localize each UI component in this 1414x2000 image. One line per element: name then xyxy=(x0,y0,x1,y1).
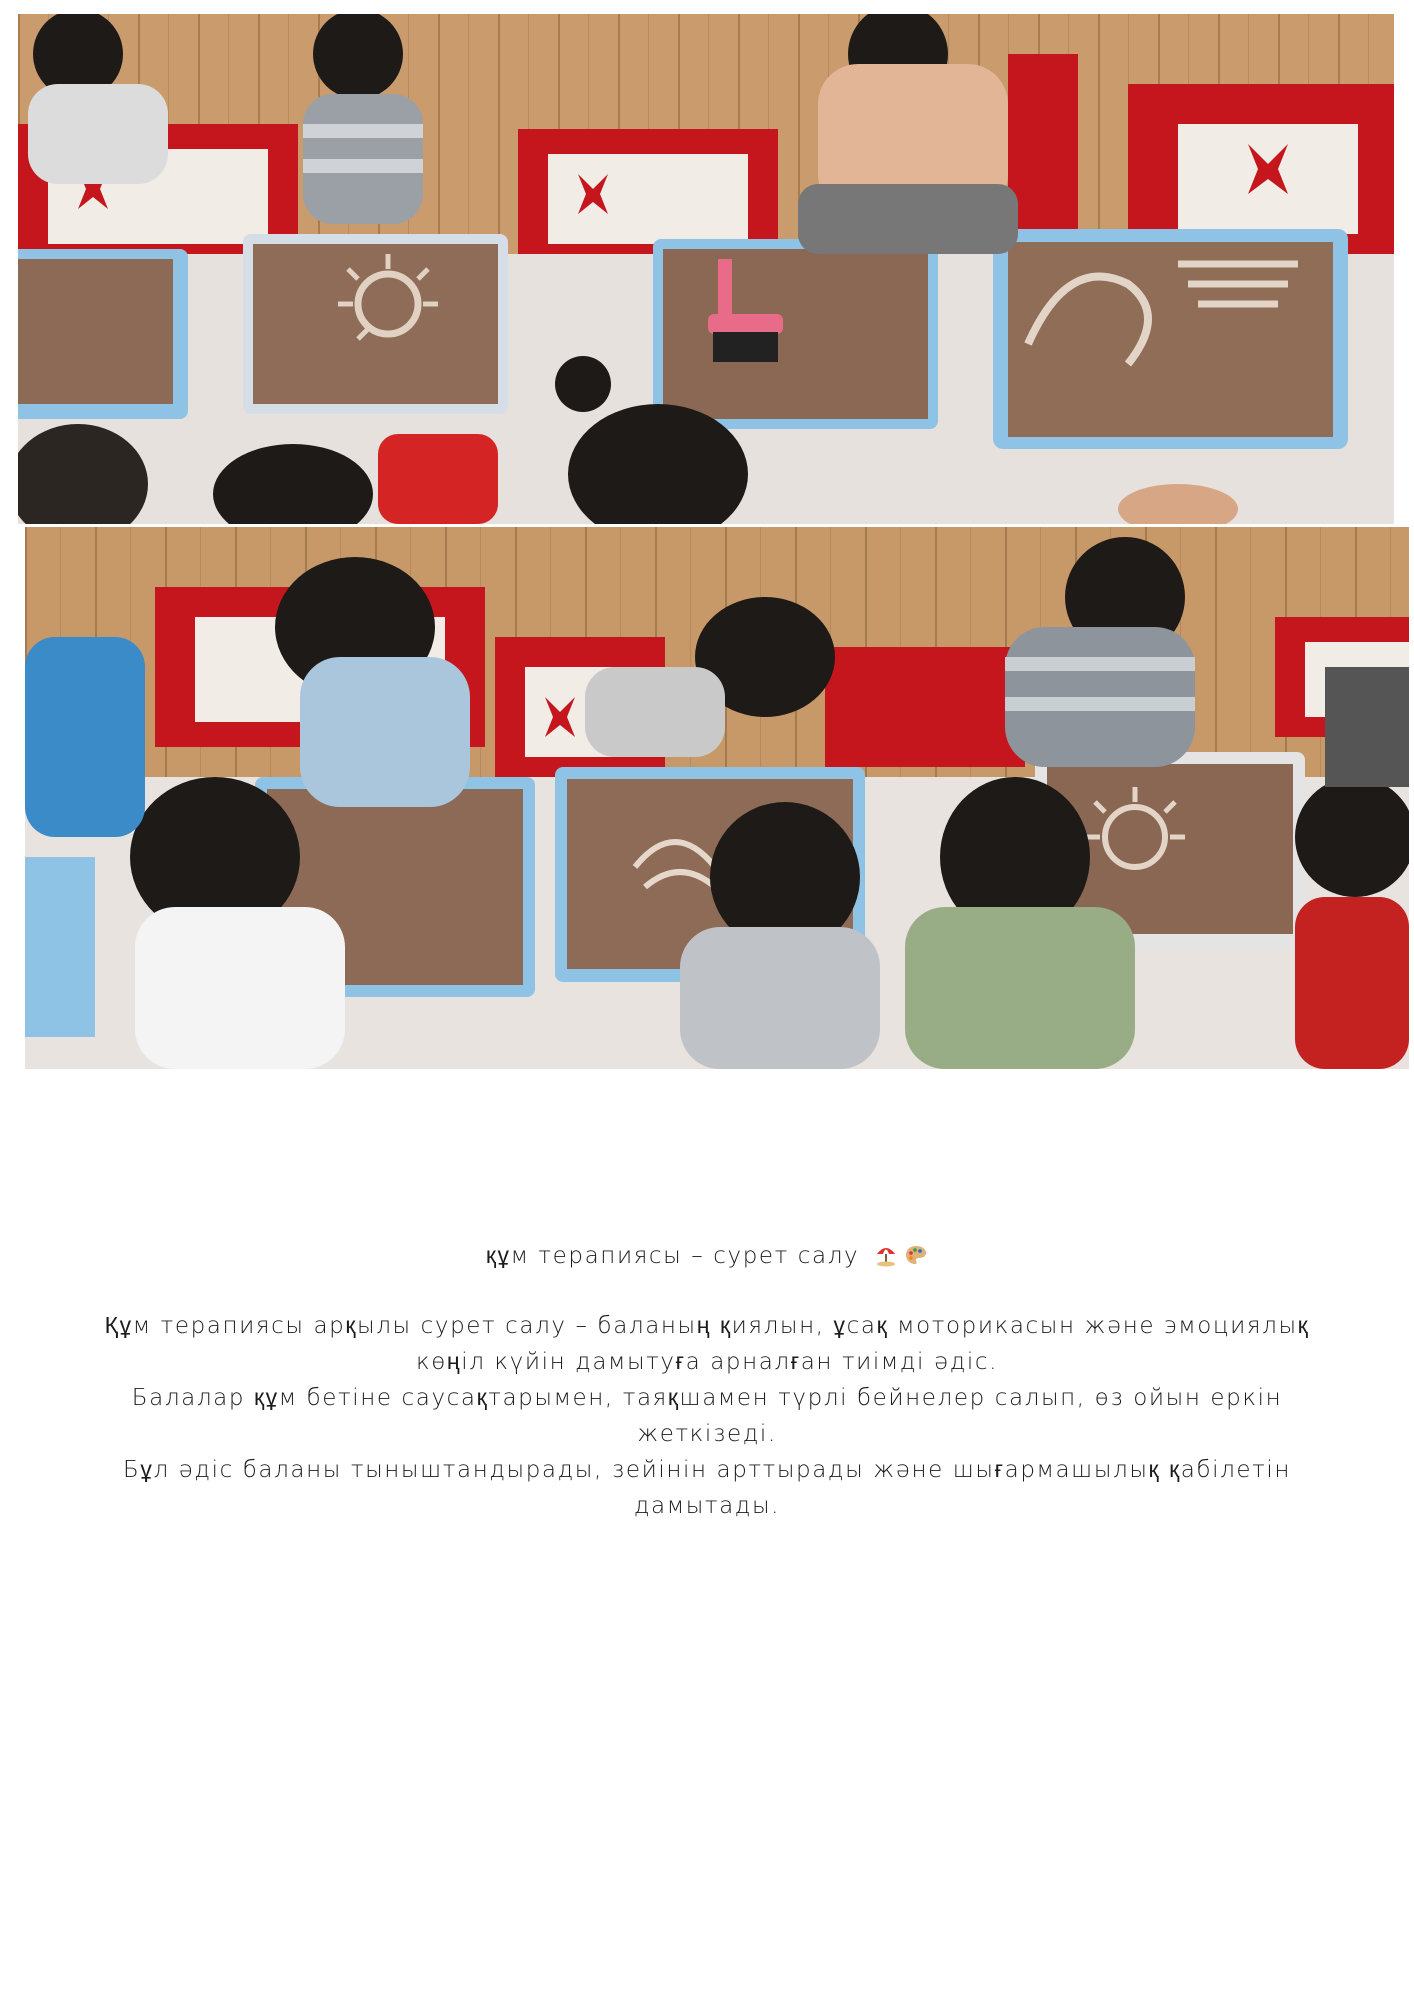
sand-therapy-photo-top xyxy=(18,14,1394,524)
heading-line xyxy=(70,1238,1344,1278)
photo-bottom-illustration xyxy=(25,527,1409,1069)
description-text-block xyxy=(70,1238,1344,1524)
sand-therapy-photo-bottom xyxy=(25,527,1409,1069)
paragraph-2: Балалар құм бетіне саусақтарымен, таяқшамен түрлі бейнелер салып, өз ойын еркін жеткізеді. xyxy=(131,1385,1283,1447)
beach-umbrella-icon xyxy=(874,1242,898,1278)
paragraph-1: Құм терапиясы арқылы сурет салу – баланың қиялын, ұсақ моторикасын және эмоциялық көңіл күйін дамытуға арналған тиімді әдіс. xyxy=(104,1313,1310,1375)
paragraph-3: Бұл әдіс баланы тыныштандырады, зейінін арттырады және шығармашылық қабілетін дамытады. xyxy=(122,1457,1292,1519)
photo-top-illustration xyxy=(18,14,1394,524)
heading-text: құм терапиясы – сурет салу xyxy=(485,1243,860,1269)
artist-palette-icon xyxy=(904,1242,928,1278)
